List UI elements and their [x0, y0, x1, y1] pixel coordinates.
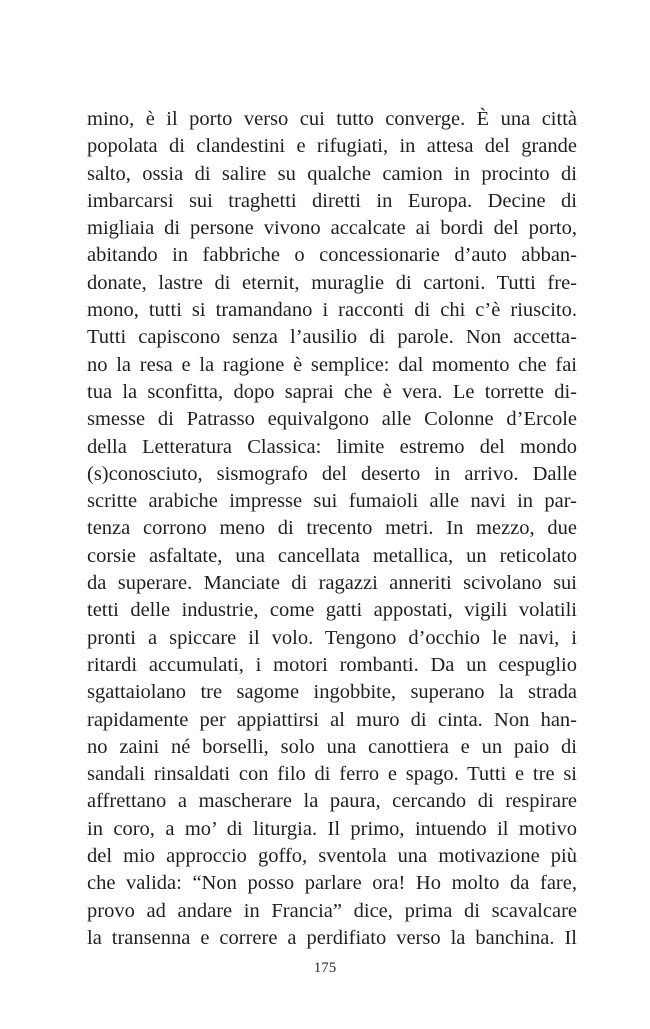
text-line: (s)conosciuto, sismografo del deserto in arrivo. Dalle — [87, 462, 577, 485]
text-line: popolata di clandestini e rifugiati, in attesa del grande — [87, 135, 577, 158]
text-line: sgattaiolano tre sagome ingobbite, superano la strada — [87, 681, 577, 704]
text-line: che valida: “Non posso parlare ora! Ho molto da fare, — [87, 872, 577, 895]
text-line: ritardi accumulati, i motori rombanti. Da un cespuglio — [87, 653, 577, 676]
text-line: imbarcarsi sui traghetti diretti in Europa. Decine di — [87, 189, 577, 212]
text-line: della Letteratura Classica: limite estremo del mondo — [87, 435, 577, 458]
text-line: smesse di Patrasso equivalgono alle Colonne d’Ercole — [87, 408, 577, 431]
text-line: no la resa e la ragione è semplice: dal momento che fai — [87, 353, 577, 376]
text-line: corsie asfaltate, una cancellata metallica, un reticolato — [87, 544, 577, 567]
text-line: mino, è il porto verso cui tutto converge. È una città — [87, 108, 577, 130]
text-line: pronti a spiccare il volo. Tengono d’occhio le navi, i — [87, 626, 577, 649]
text-line: rapidamente per appiattirsi al muro di cinta. Non han- — [87, 708, 577, 731]
text-line: migliaia di persone vivono accalcate ai bordi del porto, — [87, 217, 577, 240]
text-line: donate, lastre di eternit, muraglie di cartoni. Tutti fre- — [87, 271, 577, 294]
text-line: scritte arabiche impresse sui fumaioli alle navi in par- — [87, 490, 577, 513]
text-line: da superare. Manciate di ragazzi anneriti scivolano sui — [87, 572, 577, 595]
text-line: sandali rinsaldati con filo di ferro e spago. Tutti e tre si — [87, 763, 577, 786]
text-line: Tutti capiscono senza l’ausilio di parole. Non accetta- — [87, 326, 577, 349]
text-line: tetti delle industrie, come gatti appostati, vigili volatili — [87, 599, 577, 622]
text-line: provo ad andare in Francia” dice, prima di scavalcare — [87, 899, 577, 922]
text-line: la transenna e correre a perdifiato verso la banchina. Il — [87, 926, 577, 949]
text-line: tua la sconfitta, dopo saprai che è vera. Le torrette di- — [87, 380, 577, 403]
text-line: affrettano a mascherare la paura, cercando di respirare — [87, 790, 577, 813]
text-line: abitando in fabbriche o concessionarie d’auto abban- — [87, 244, 577, 267]
text-line: mono, tutti si tramandano i racconti di chi c’è riuscito. — [87, 299, 577, 322]
page-number: 175 — [313, 960, 337, 976]
text-line: salto, ossia di salire su qualche camion in procinto di — [87, 162, 577, 185]
body-text — [87, 106, 577, 952]
text-line: no zaini né borselli, solo una canottiera e un paio di — [87, 735, 577, 758]
text-line: del mio approccio goffo, sventola una motivazione più — [87, 845, 577, 868]
text-line: tenza corrono meno di trecento metri. In mezzo, due — [87, 517, 577, 540]
text-line: in coro, a mo’ di liturgia. Il primo, intuendo il motivo — [87, 817, 577, 840]
